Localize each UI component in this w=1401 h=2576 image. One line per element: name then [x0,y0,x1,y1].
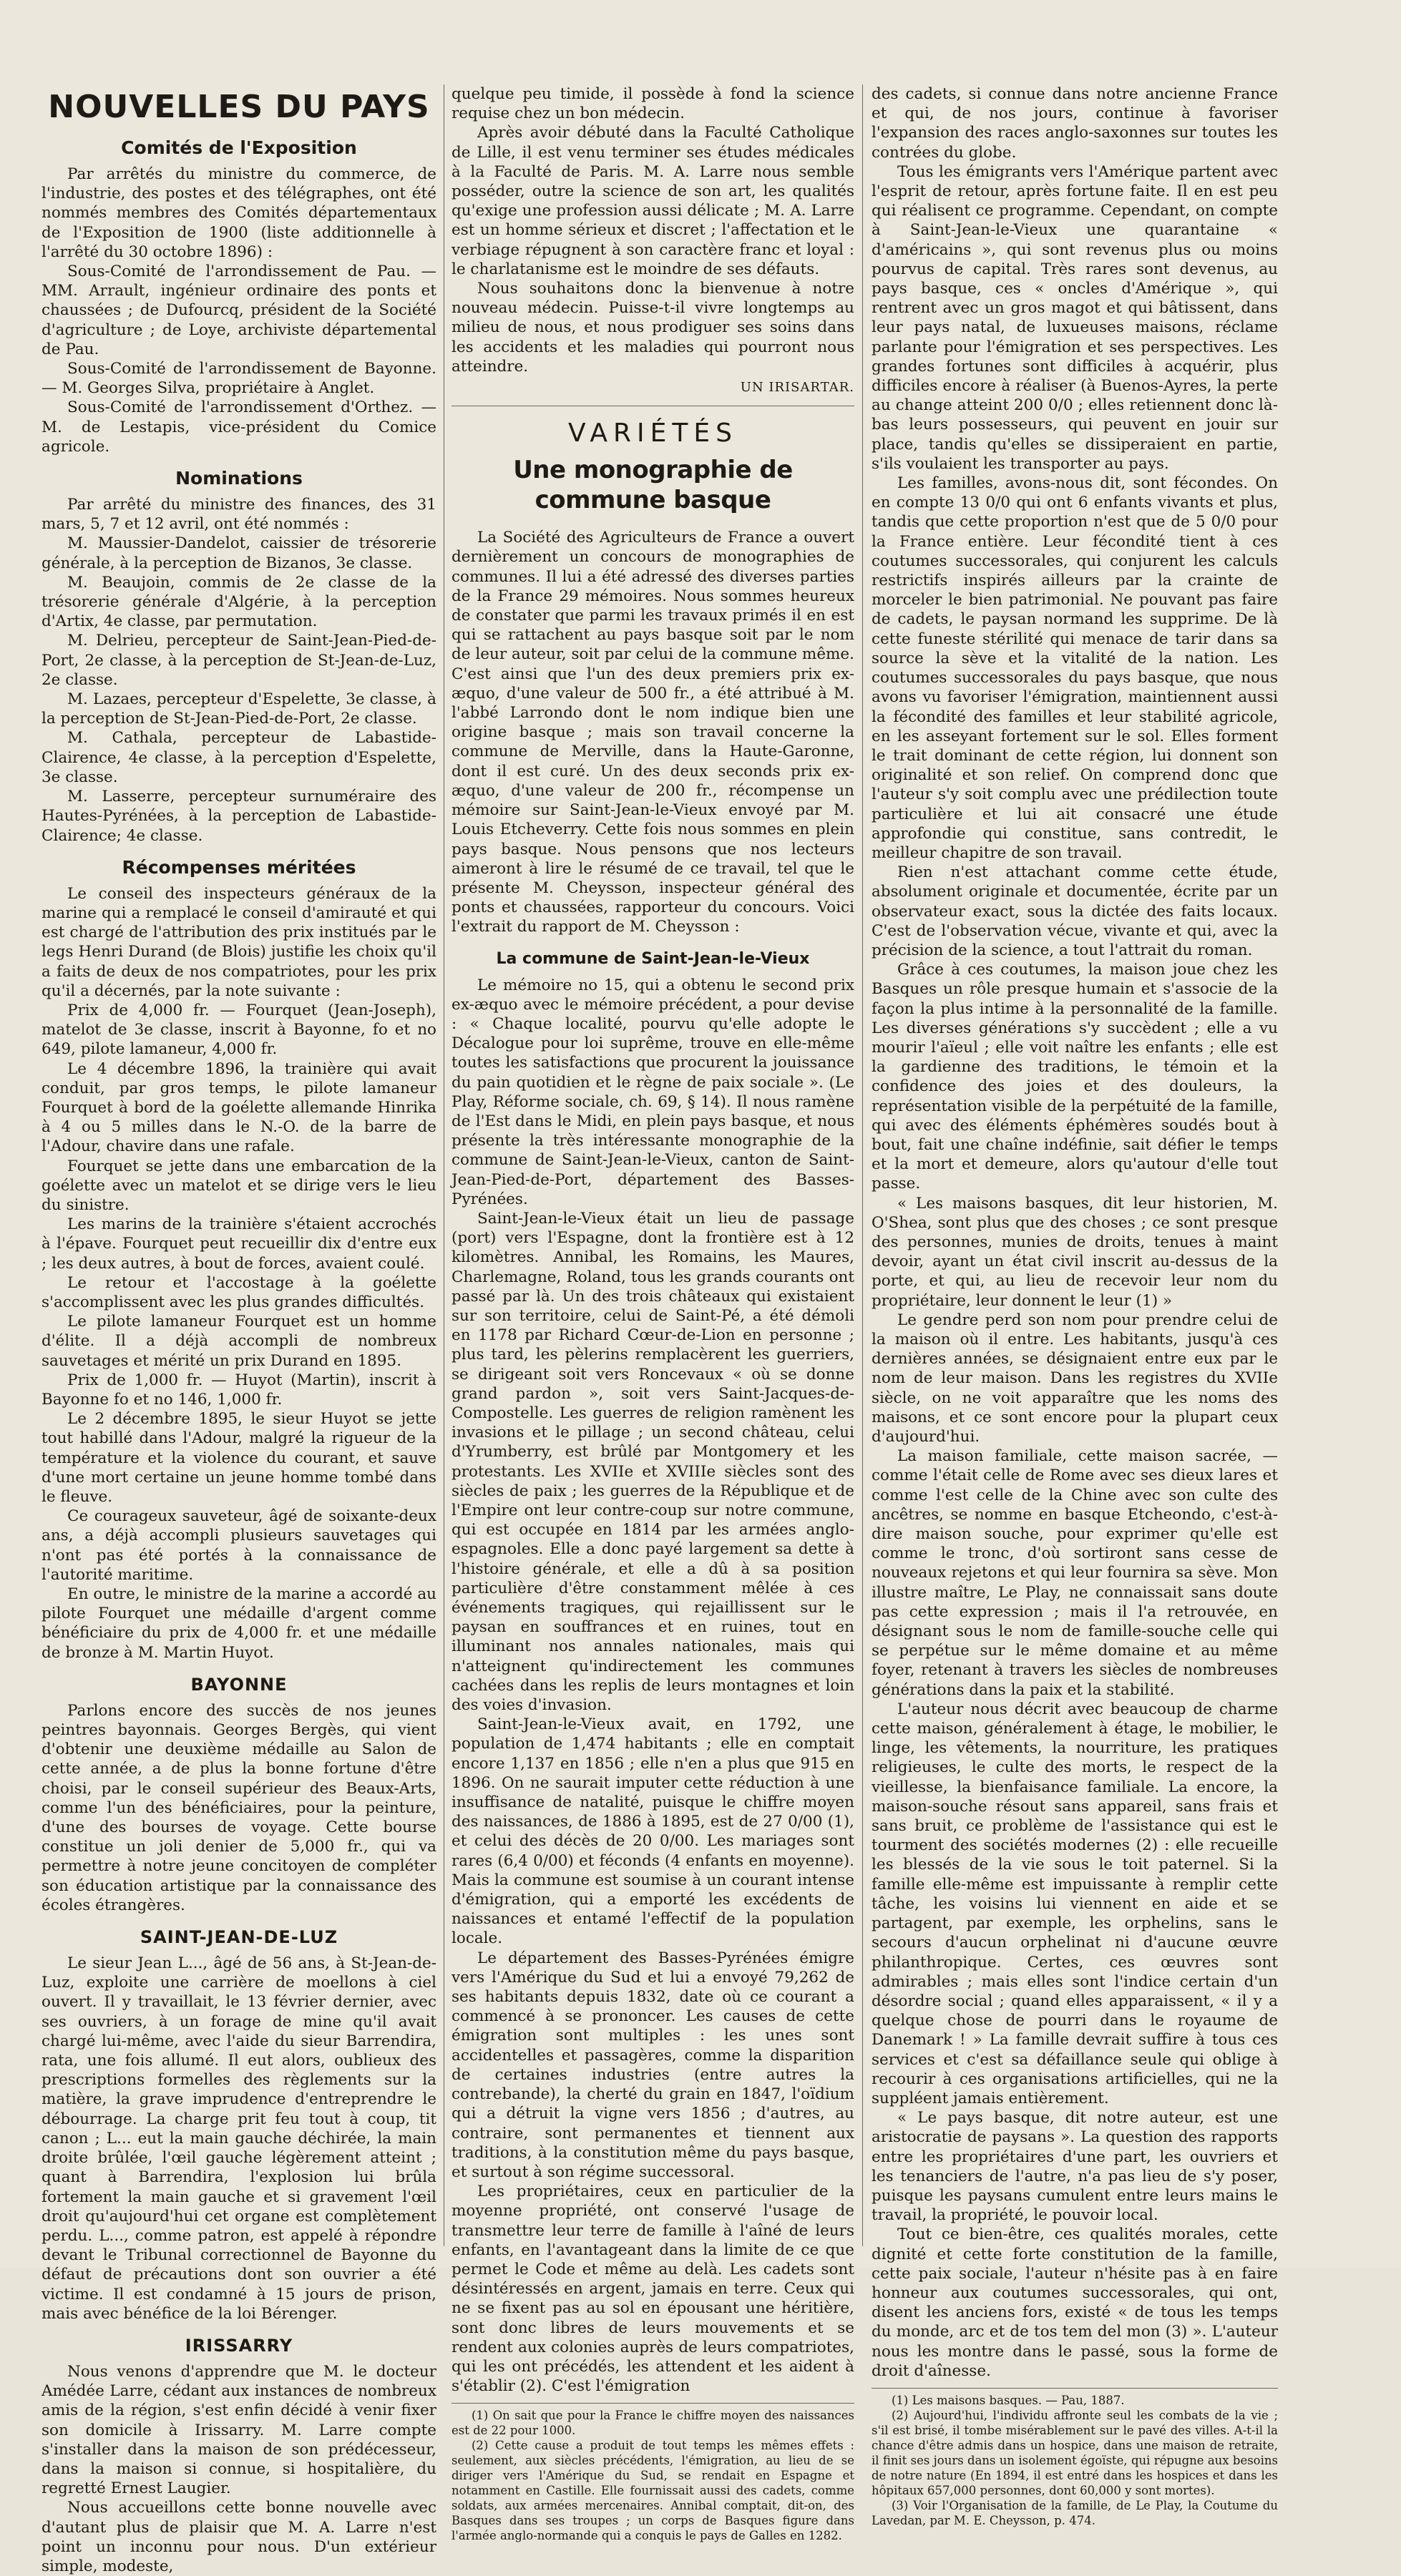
column-2 [451,84,854,2543]
recompenses-paragraph: Fourquet se jette dans une embarcation de la goélette avec un matelot et se dirige vers le lieu du sinistre. [42,1157,436,1214]
article-title: Une monographie de commune basque [513,456,793,515]
stjeandeluz-paragraph: Le sieur Jean L..., âgé de 56 ans, à St-Jean-de-Luz, exploite une carrière de moellons à ciel ouvert. Il y travaillait, le 13 février dernier, avec ses ouvriers, à un forage de mine qu'il avait chargé lui-même, avec l'aide du sieur Barrendira, rata, une fois allumé. Il eut alors, oublieux des prescriptions formelles des règlements sur la matière, la grave imprudence d'entreprendre le débourrage. La charge prit feu tout à coup, tit canon ; L... eut la main gauche déchirée, la main droite brûlée, l'œil gauche légèrement atteint ; quant à Barrendira, l'explosion lui brûla fortement la main gauche et si gravement l'œil droit qu'aujourd'hui cet organe est complètement perdu. L..., comme patron, est appelé à répondre devant le Tribunal correctionnel de Bayonne du défaut de précautions dont son ouvrier a été victime. Il est condamné à 15 jours de prison, mais avec bénéfice de la loi Bérenger. [42,1954,436,2323]
expo-paragraph: Sous-Comité de l'arrondissement de Pau. — MM. Arrault, ingénieur ordinaire des ponts et chaussées ; de Dufourcq, président de la Société d'agriculture ; de Loye, archiviste départemental de Pau. [42,263,436,358]
bayonne-paragraph: Parlons encore des succès de nos jeunes peintres bayonnais. Georges Bergès, qui vient d'obtenir une deuxième médaille au Salon de cette année, a de plus la bonne fortune d'être choisi, par le conseil supérieur des Beaux-Arts, comme l'un des bénéficiaires, pour la peinture, d'une des bourses de voyage. Cette bourse constitue un joli denier de 5,000 fr., qui va permettre à notre jeune concitoyen de compléter son éducation artistique par la connaissance des écoles étrangères. [42,1701,436,1914]
recompenses-paragraph: Le pilote lamaneur Fourquet est un homme d'élite. Il a déjà accompli de nombreux sauvetages et mérité un prix Durand en 1895. [42,1313,436,1370]
bayonne-heading: BAYONNE [190,1674,288,1695]
irissarry-cont-paragraph: quelque peu timide, il possède à fond la science requise chez un bon médecin. [451,85,854,123]
article-paragraph: Tout ce bien-être, ces qualités morales, cette dignité et cette forte constitution de la famille, cette paix sociale, l'auteur n'hésite pas à en faire honneur aux coutumes successorales, qui ont, disent les anciens fors, existé « de tous les temps du monde, arc et de tos tem del mon (3) ». L'auteur nous les montre dans le passé, sous la forme de droit d'aînesse. [872,2225,1278,2380]
recompenses-paragraph: Le 2 décembre 1895, le sieur Huyot se jette tout habillé dans l'Adour, malgré la rigueur de la température et la violence du courant, et sauve d'une mort certaine un jeune homme tombé dans le fleuve. [42,1410,436,1506]
recompenses-paragraph: Ce courageux sauveteur, âgé de soixante-deux ans, a déjà accompli plusieurs sauvetages qui n'ont pas été portés à la connaissance de l'autorité maritime. [42,1507,436,1584]
irissarry-cont-paragraph: Nous souhaitons donc la bienvenue à notre nouveau médecin. Puisse-t-il vivre longtemps au milieu de nous, et nous prodiguer ses soins dans les accidents et les maladies qui pourront nous atteindre. [451,280,854,376]
recompenses-heading: Récompenses méritées [122,856,356,878]
irissarry-paragraph: Nous accueillons cette bonne nouvelle avec d'autant plus de plaisir que M. A. Larre n'est point un inconnu pour nous. D'un extérieur simple, modeste, [42,2499,436,2575]
nominations-paragraph: M. Cathala, percepteur de Labastide-Clairence, 4e classe, à la perception d'Espelette, 3e classe. [42,729,436,786]
column-3 [872,84,1278,2527]
article-paragraph: Tous les émigrants vers l'Amérique partent avec l'esprit de retour, après fortune faite. Il en est peu qui réalisent ce programme. Cependant, on compte à Saint-Jean-le-Vieux une quarantaine « d'américains », qui sont revenus plus ou moins pourvus de capital. Très rares sont devenus, au pays basque, ces « oncles d'Amérique », qui rentrent avec un gros magot et qui bâtissent, dans leur pays natal, de luxueuses maisons, réclame parlante pour l'émigration et ses perspectives. Les grandes fortunes sont difficiles à acquérir, plus difficiles encore à réaliser (à Buenos-Ayres, la perte au change atteint 200 0/0 ; elles retiennent donc là-bas leurs possesseurs, qui peuvent en jouir sur place, tandis qu'elles se dissiperaient en partie, s'ils voulaient les transporter au pays. [872,162,1278,473]
footnotes [451,2403,854,2543]
column-1 [42,84,436,2575]
expo-paragraph: Sous-Comité de l'arrondissement de Bayonne. — M. Georges Silva, propriétaire à Anglet. [42,360,436,398]
signature: UN IRISARTAR. [740,380,854,396]
article-paragraph: Le département des Basses-Pyrénées émigre vers l'Amérique du Sud et lui a envoyé 79,262 de ses habitants depuis 1832, date où ce courant a commencé à se prononcer. Les causes de cette émigration sont multiples : les unes sont accidentelles et passagères, comme la disparition de certaines industries (entre autres la contrebande), la cherté du grain en 1847, l'oïdium qui a détruit la vigne vers 1856 ; d'autres, au contraire, sont permanentes et tiennent aux traditions, à la constitution même du pays basque, et surtout à son régime successoral. [451,1949,854,2181]
footnote: (2) Cette cause a produit de tout temps les mêmes effets : seulement, aux siècles précédents, l'émigration, au lieu de se diriger vers l'Amérique du Sud, se rendait en Espagne et notamment en Castille. Elle fournissait aussi des cadets, comme soldats, aux armées mercenaires. Annibal comptait, dit-on, des Basques dans ses troupes ; un corps de Basques figure dans l'armée anglo-normande qui a conquis le pays de Galles en 1282. [451,2439,854,2543]
nominations-paragraph: M. Lazaes, percepteur d'Espelette, 3e classe, à la perception de St-Jean-Pied-de-Port, 2e classe. [42,690,436,728]
column-rule [862,84,863,2246]
irissarry-paragraph: Nous venons d'apprendre que M. le docteur Amédée Larre, cédant aux instances de nombreux amis de la région, s'est enfin décidé à venir fixer son domicile à Irissarry. M. Larre compte s'installer dans la maison de son prédécesseur, dans la maison si connue, si hospitalière, du regretté Ernest Laugier. [42,2362,436,2498]
article-subheading: La commune de Saint-Jean-le-Vieux [496,949,810,968]
expo-paragraph: Sous-Comité de l'arrondissement d'Orthez. — M. de Lestapis, vice-président du Comice agricole. [42,398,436,456]
footnote: (1) Les maisons basques. — Pau, 1887. [892,2393,1125,2407]
article-intro: La Société des Agriculteurs de France a ouvert dernièrement un concours de monographies de communes. Il lui a été adressé des diverses parties de la France 29 mémoires. Nous sommes heureux de constater que parmi les travaux primés il en est qui se rattachent au pays basque soit par le nom de leur auteur, soit par celui de la commune même. C'est ainsi que l'un des deux premiers prix ex-æquo, d'une valeur de 500 fr., a été attribué à M. l'abbé Larrondo dont le nom indique bien une origine basque ; mais son travail concerne la commune de Merville, dans la Haute-Garonne, dont il est curé. Un des deux seconds prix ex-æquo, d'une valeur de 200 fr., récompense un mémoire sur Saint-Jean-le-Vieux envoyé par M. Louis Etcheverry. Cette fois nous sommes en plein pays basque. Nous pensons que nos lecteurs aimeront à lire le résumé de ce travail, tel que le présente M. Cheysson, inspecteur général des ponts et chaussées, rapporteur du concours. Voici l'extrait du rapport de M. Cheysson : [451,529,854,936]
recompenses-paragraph: Prix de 1,000 fr. — Huyot (Martin), inscrit à Bayonne fo et no 146, 1,000 fr. [42,1371,436,1409]
article-paragraph: Les propriétaires, ceux en particulier de la moyenne propriété, ont conservé l'usage de transmettre leur terre de famille à l'aîné de leurs enfants, en l'avantageant dans la limite de ce que permet le Code et même au delà. Les cadets sont désintéressés en argent, jamais en terre. Ceux qui ne se fixent pas au sol en épousant une héritière, sont donc libres de leurs mouvements et se rendent aux colonies auprès de leurs compatriotes, qui les ont précédés, les attendent et les aident à s'établir (2). C'est l'émigration [451,2183,854,2396]
recompenses-paragraph: En outre, le ministre de la marine a accordé au pilote Fourquet une médaille d'argent comme bénéficiaire du prix de 4,000 fr. et une médaille de bronze à M. Martin Huyot. [42,1585,436,1662]
expo-heading: Comités de l'Exposition [121,137,357,158]
recompenses-paragraph: Les marins de la trainière s'étaient accrochés à l'épave. Fourquet peut recueillir dix d'entre eux ; les deux autres, à bout de forces, avaient coulé. [42,1215,436,1273]
article-paragraph: Saint-Jean-le-Vieux était un lieu de passage (port) vers l'Espagne, dont la frontière est à 12 kilomètres. Annibal, les Romains, les Maures, Charlemagne, Roland, tous les grands courants ont passé par là. Un des trois châteaux qui existaient sur son territoire, celui de Saint-Pé, a été démoli en 1178 par Richard Cœur-de-Lion en personne ; plus tard, les pèlerins remplacèrent les guerriers, se dirigeant soit vers Roncevaux « où se donne grand pardon », soit vers Saint-Jacques-de-Compostelle. Les guerres de religion ramènent les invasions et le pillage ; un second château, celui d'Yrumberry, est brûlé par Montgomery et les protestants. Les XVIIe et XVIIIe siècles sont des siècles de paix ; les guerres de la République et de l'Empire ont leur contre-coup sur notre commune, qui est occupée en 1814 par les armées anglo-espagnoles. Elle a donc payé largement sa dette à l'histoire générale, et elle a dû à sa position particulière d'être constamment mêlée à ces événements tragiques, qui rejaillissent sur le paysan en souffrances et en ruines, tout en illuminant nos annales nationales, mais qui n'atteignent qu'indirectement les communes cachées dans les replis de leurs montagnes et loin des voies d'invasion. [451,1209,854,1715]
recompenses-paragraph: Le retour et l'accostage à la goélette s'accomplissent avec les plus grandes difficultés. [42,1273,436,1311]
footnotes [872,2388,1278,2528]
article-paragraph: La maison familiale, cette maison sacrée, — comme l'était celle de Rome avec ses dieux lares et comme l'est celle de la Chine avec son culte des ancêtres, se nomme en basque Etcheondo, c'est-à-dire maison souche, pour exprimer qu'elle est comme le tronc, d'où sortiront sans cesse de nouveaux rejetons et qui leur fournira sa sève. Mon illustre maître, Le Play, ne connaissait sans doute pas cette expression ; mais il l'a retrouvée, en désignant sous le nom de famille-souche celle qui se perpétue sur le même domaine et au même foyer, retenant à travers les siècles de nombreuses générations dans la paix et la stabilité. [872,1447,1278,1699]
recompenses-paragraph: Le 4 décembre 1896, la trainière qui avait conduit, par gros temps, le pilote lamaneur Fourquet à bord de la goélette allemande Hinrika à 4 ou 5 milles dans le N.-O. de la barre de l'Adour, chavire dans une rafale. [42,1059,436,1156]
article-paragraph: Grâce à ces coutumes, la maison joue chez les Basques un rôle presque humain et s'associe de la façon la plus intime à la personnalité de la famille. Les diverses générations s'y succèdent ; elle a vu mourir l'aïeul ; elle voit naître les enfants ; elle est la gardienne des traditions, le témoin et la confidence des joies et des douleurs, la représentation visible de la perpétuité de la famille, qui avec des éléments éphémères soudés bout à bout, fait une chaîne indéfinie, sait défier le temps et la mort et demeure, alors qu'autour d'elle tout passe. [872,961,1278,1193]
varietes-heading: VARIÉTÉS [568,418,738,449]
expo-paragraph: Par arrêtés du ministre du commerce, de l'industrie, des postes et des télégraphes, ont été nommés membres des Comités départementaux de l'Exposition de 1900 (liste additionnelle à l'arrêté du 30 octobre 1896) : [42,165,436,261]
article-paragraph: Le mémoire no 15, qui a obtenu le second prix ex-æquo avec le mémoire précédent, a pour devise : « Chaque localité, pourvu qu'elle adopte le Décalogue pour loi suprême, trouve en elle-même toutes les satisfactions que procurent la jouissance du pain quotidien et le règne de paix sociale ». (Le Play, Réforme sociale, ch. 69, § 14). Il nous ramène de l'Est dans le Midi, en plein pays basque, et nous présente la très intéressante monographie de la commune de Saint-Jean-le-Vieux, canton de Saint-Jean-Pied-de-Port, département des Basses-Pyrénées. [451,976,854,1208]
nominations-paragraph: M. Maussier-Dandelot, caissier de trésorerie générale, à la perception de Bizanos, 3e classe. [42,534,436,572]
stjeandeluz-heading: SAINT-JEAN-DE-LUZ [140,1927,338,1948]
recompenses-paragraph: Le conseil des inspecteurs généraux de la marine qui a remplacé le conseil d'amirauté et qui est chargé de l'attribution des prix institués par le legs Henri Durand (de Blois) justifie les choix qu'il a faits de deux de nos compatriotes, pour les prix qu'il a décernés, par la note suivante : [42,884,436,1000]
article-paragraph: « Le pays basque, dit notre auteur, est une aristocratie de paysans ». La question des rapports entre les propriétaires d'une part, les ouvriers et les tenanciers de l'autre, n'a pas lieu de s'y poser, puisque les paysans cumulent entre leurs mains le travail, la propriété, le pouvoir local. [872,2109,1278,2225]
footnote: (2) Aujourd'hui, l'individu affronte seul les combats de la vie ; s'il est brisé, il tombe misérablement sur le pavé des villes. A-t-il la chance d'être admis dans un hospice, dans une maison de retraite, il finit ses jours dans un isolement égoïste, qui répugne aux besoins de notre nature (En 1894, il est entré dans les hospices et dans les hôpitaux 657,000 personnes, dont 60,000 y sont mortes). [872,2408,1278,2497]
article-paragraph: Saint-Jean-le-Vieux avait, en 1792, une population de 1,474 habitants ; elle en comptait encore 1,137 en 1856 ; elle n'en a plus que 915 en 1896. On ne saurait imputer cette réduction à une insuffisance de natalité, puisque le chiffre moyen des naissances, de 1886 à 1895, est de 27 0/00 (1), et celui des décès de 20 0/00. Les mariages sont rares (6,4 0/00) et féconds (4 enfants en moyenne). Mais la commune est soumise à un courant intense d'émigration, qui a emporté les excédents de naissances et entamé l'effectif de la population locale. [451,1715,854,1948]
nominations-paragraph: Par arrêté du ministre des finances, des 31 mars, 5, 7 et 12 avril, ont été nommés : [42,496,436,534]
nominations-heading: Nominations [175,468,303,489]
article-paragraph: L'auteur nous décrit avec beaucoup de charme cette maison, généralement à étage, le mobilier, le linge, les vêtements, la nourriture, les pratiques religieuses, le culte des morts, le respect de la vieillesse, la bienfaisance familiale. La encore, la maison-souche résout sans appareil, sans frais et sans bruit, ce problème de l'assistance qui est le tourment des sociétés modernes (2) : elle recueille les blessés de la vie sous le toit paternel. Si la famille elle-même est impuissante à remplir cette tâche, les voisins lui viennent en aide et se partagent, par exemple, les orphelins, sans le secours d'aucun orphelinat ni d'aucune œuvre philanthropique. Certes, ces œuvres sont admirables ; mais elles sont l'indice certain d'un désordre social ; quand elles apparaissent, « il y a quelque chose de pourri dans le royaume de Danemark ! » La famille devrait suffire à tous ces services et c'est sa défaillance seule qui oblige à recourir à ces organisations artificielles, qui ne la suppléent jamais entièrement. [872,1700,1278,2107]
article-paragraph: Rien n'est attachant comme cette étude, absolument originale et documentée, écrite par un observateur exact, sous la dictée des faits locaux. C'est de l'observation vécue, vivante et qui, avec la précision de la science, a tout l'attrait du roman. [872,863,1278,959]
nominations-paragraph: M. Delrieu, percepteur de Saint-Jean-Pied-de-Port, 2e classe, à la perception de St-Jean-de-Luz, 2e classe. [42,632,436,689]
article-paragraph: des cadets, si connue dans notre ancienne France et qui, de nos jours, continue à favoriser l'expansion des races anglo-saxonnes sur toutes les contrées du globe. [872,85,1278,162]
section-title: NOUVELLES DU PAYS [48,89,430,125]
footnote: (1) On sait que pour la France le chiffre moyen des naissances est de 22 pour 1000. [451,2409,854,2438]
footnote: (3) Voir l'Organisation de la famille, de Le Play, la Coutume du Lavedan, par M. E. Cheysson, p. 474. [872,2498,1278,2527]
article-paragraph: Le gendre perd son nom pour prendre celui de la maison où il entre. Les habitants, jusqu'à ces dernières années, se désignaient entre eux par le nom de leur maison. Dans les registres du XVIIe siècle, on ne voit apparaître que les noms des maisons, et ce sont encore pour la plupart ceux d'aujourd'hui. [872,1311,1278,1446]
article-paragraph: Les familles, avons-nous dit, sont fécondes. On en compte 13 0/0 qui ont 6 enfants vivants et plus, tandis que cette proportion n'est que de 5 0/0 pour la France entière. Leur fécondité tient à ces coutumes successorales, qui conjurent les calculs restrictifs inspirés ailleurs par la crainte de morceler le bien patrimonial. Ne pouvant pas faire de cadets, le paysan normand les supprime. De là cette funeste stérilité qui menace de tarir dans sa source la sève et la vitalité de la nation. Les coutumes successorales du pays basque, que nous avons vu favoriser l'émigration, maintiennent aussi la fécondité des familles et leur stabilité agricole, en les asseyant fortement sur le sol. Elles forment le trait dominant de cette région, lui donnent son originalité et son relief. On comprend donc que l'auteur s'y soit complu avec une prédilection toute particulière et lui ait consacré une étude approfondie qui constitue, sans contredit, le meilleur chapitre de son travail. [872,474,1278,862]
irissarry-cont-paragraph: Après avoir débuté dans la Faculté Catholique de Lille, il est venu terminer ses études médicales à la Faculté de Paris. M. A. Larre nous semble posséder, outre la science de son art, les qualités qu'exige une profession aussi délicate ; M. A. Larre est un homme sérieux et discret ; l'affectation et le verbiage répugnent à son caractère franc et loyal : le charlatanisme est le moindre de ses défauts. [451,124,854,278]
irissarry-heading: IRISSARRY [185,2335,293,2356]
nominations-paragraph: M. Beaujoin, commis de 2e classe de la trésorerie générale d'Algérie, à la perception d'Artix, 4e classe, par permutation. [42,573,436,631]
nominations-paragraph: M. Lasserre, percepteur surnuméraire des Hautes-Pyrénées, à la perception de Labastide-Clairence; 4e classe. [42,788,436,845]
recompenses-paragraph: Prix de 4,000 fr. — Fourquet (Jean-Joseph), matelot de 3e classe, inscrit à Bayonne, fo et no 649, pilote lamaneur, 4,000 fr. [42,1001,436,1059]
article-paragraph: « Les maisons basques, dit leur historien, M. O'Shea, sont plus que des choses ; ce sont presque des personnes, munies de droits, tenues à maint devoir, ayant un état civil inscrit au-dessus de la porte, et qui, au lieu de recevoir leur nom du propriétaire, leur donnent le leur (1) » [872,1194,1278,1310]
